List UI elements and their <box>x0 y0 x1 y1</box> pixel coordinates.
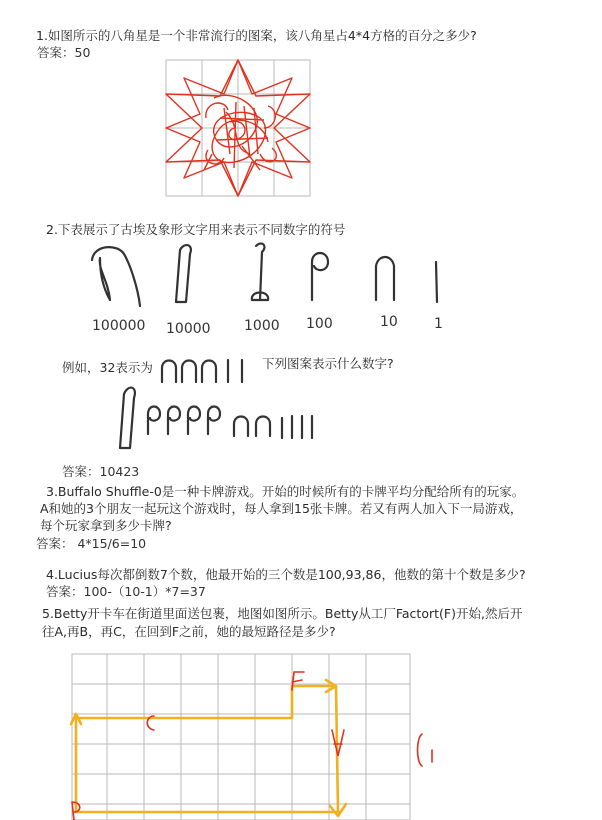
q5-line1: 5.Betty开卡车在街道里面送包裹，地图如图所示。Betty从工厂Factort(F)开始,然后开 <box>42 606 523 621</box>
symbol-value-6: 1 <box>434 316 443 332</box>
octagram-figure <box>164 58 314 198</box>
q2-answer: 答案：10423 <box>62 464 140 479</box>
q5-line2: 往A,再B，再C，在回到F之前，她的最短路径是多少? <box>42 624 336 639</box>
q3-line1: 3.Buffalo Shuffle-0是一种卡牌游戏。开始的时候所有的卡牌平均分配给所有的玩家。 <box>46 484 525 499</box>
q2-example-suffix: 下列图案表示什么数字? <box>262 356 394 371</box>
symbol-value-1: 100000 <box>92 318 146 334</box>
symbol-value-3: 1000 <box>244 318 280 334</box>
q3-line3: 每个玩家拿到多少卡牌? <box>40 518 172 533</box>
symbol-value-2: 10000 <box>166 321 211 337</box>
q4-question: 4.Lucius每次都倒数7个数，他最开始的三个数是100,93,86，他数的第十个数是多少? <box>46 567 526 582</box>
q4-answer: 答案：100-（10-1）*7=37 <box>46 584 206 599</box>
q3-line2: A和她的3个朋友一起玩这个游戏时，每人拿到15张卡牌。若又有两人加入下一局游戏， <box>40 501 523 516</box>
q2-example-prefix: 例如，32表示为 <box>62 360 153 375</box>
q1-answer: 答案：50 <box>37 45 91 60</box>
q3-answer: 答案： 4*15/6=10 <box>36 536 147 551</box>
q1-question: 1.如图所示的八角星是一个非常流行的图案，该八角星占4*4方格的百分之多少? <box>36 28 477 43</box>
symbol-value-5: 10 <box>380 314 398 330</box>
symbol-value-4: 100 <box>306 316 333 332</box>
example-32-glyphs <box>158 356 254 384</box>
hieroglyph-symbols <box>80 240 460 310</box>
hieroglyph-puzzle <box>112 384 332 454</box>
q2-question: 2.下表展示了古埃及象形文字用来表示不同数字的符号 <box>46 222 346 237</box>
margin-brace-note <box>414 728 438 772</box>
delivery-map <box>70 652 414 820</box>
